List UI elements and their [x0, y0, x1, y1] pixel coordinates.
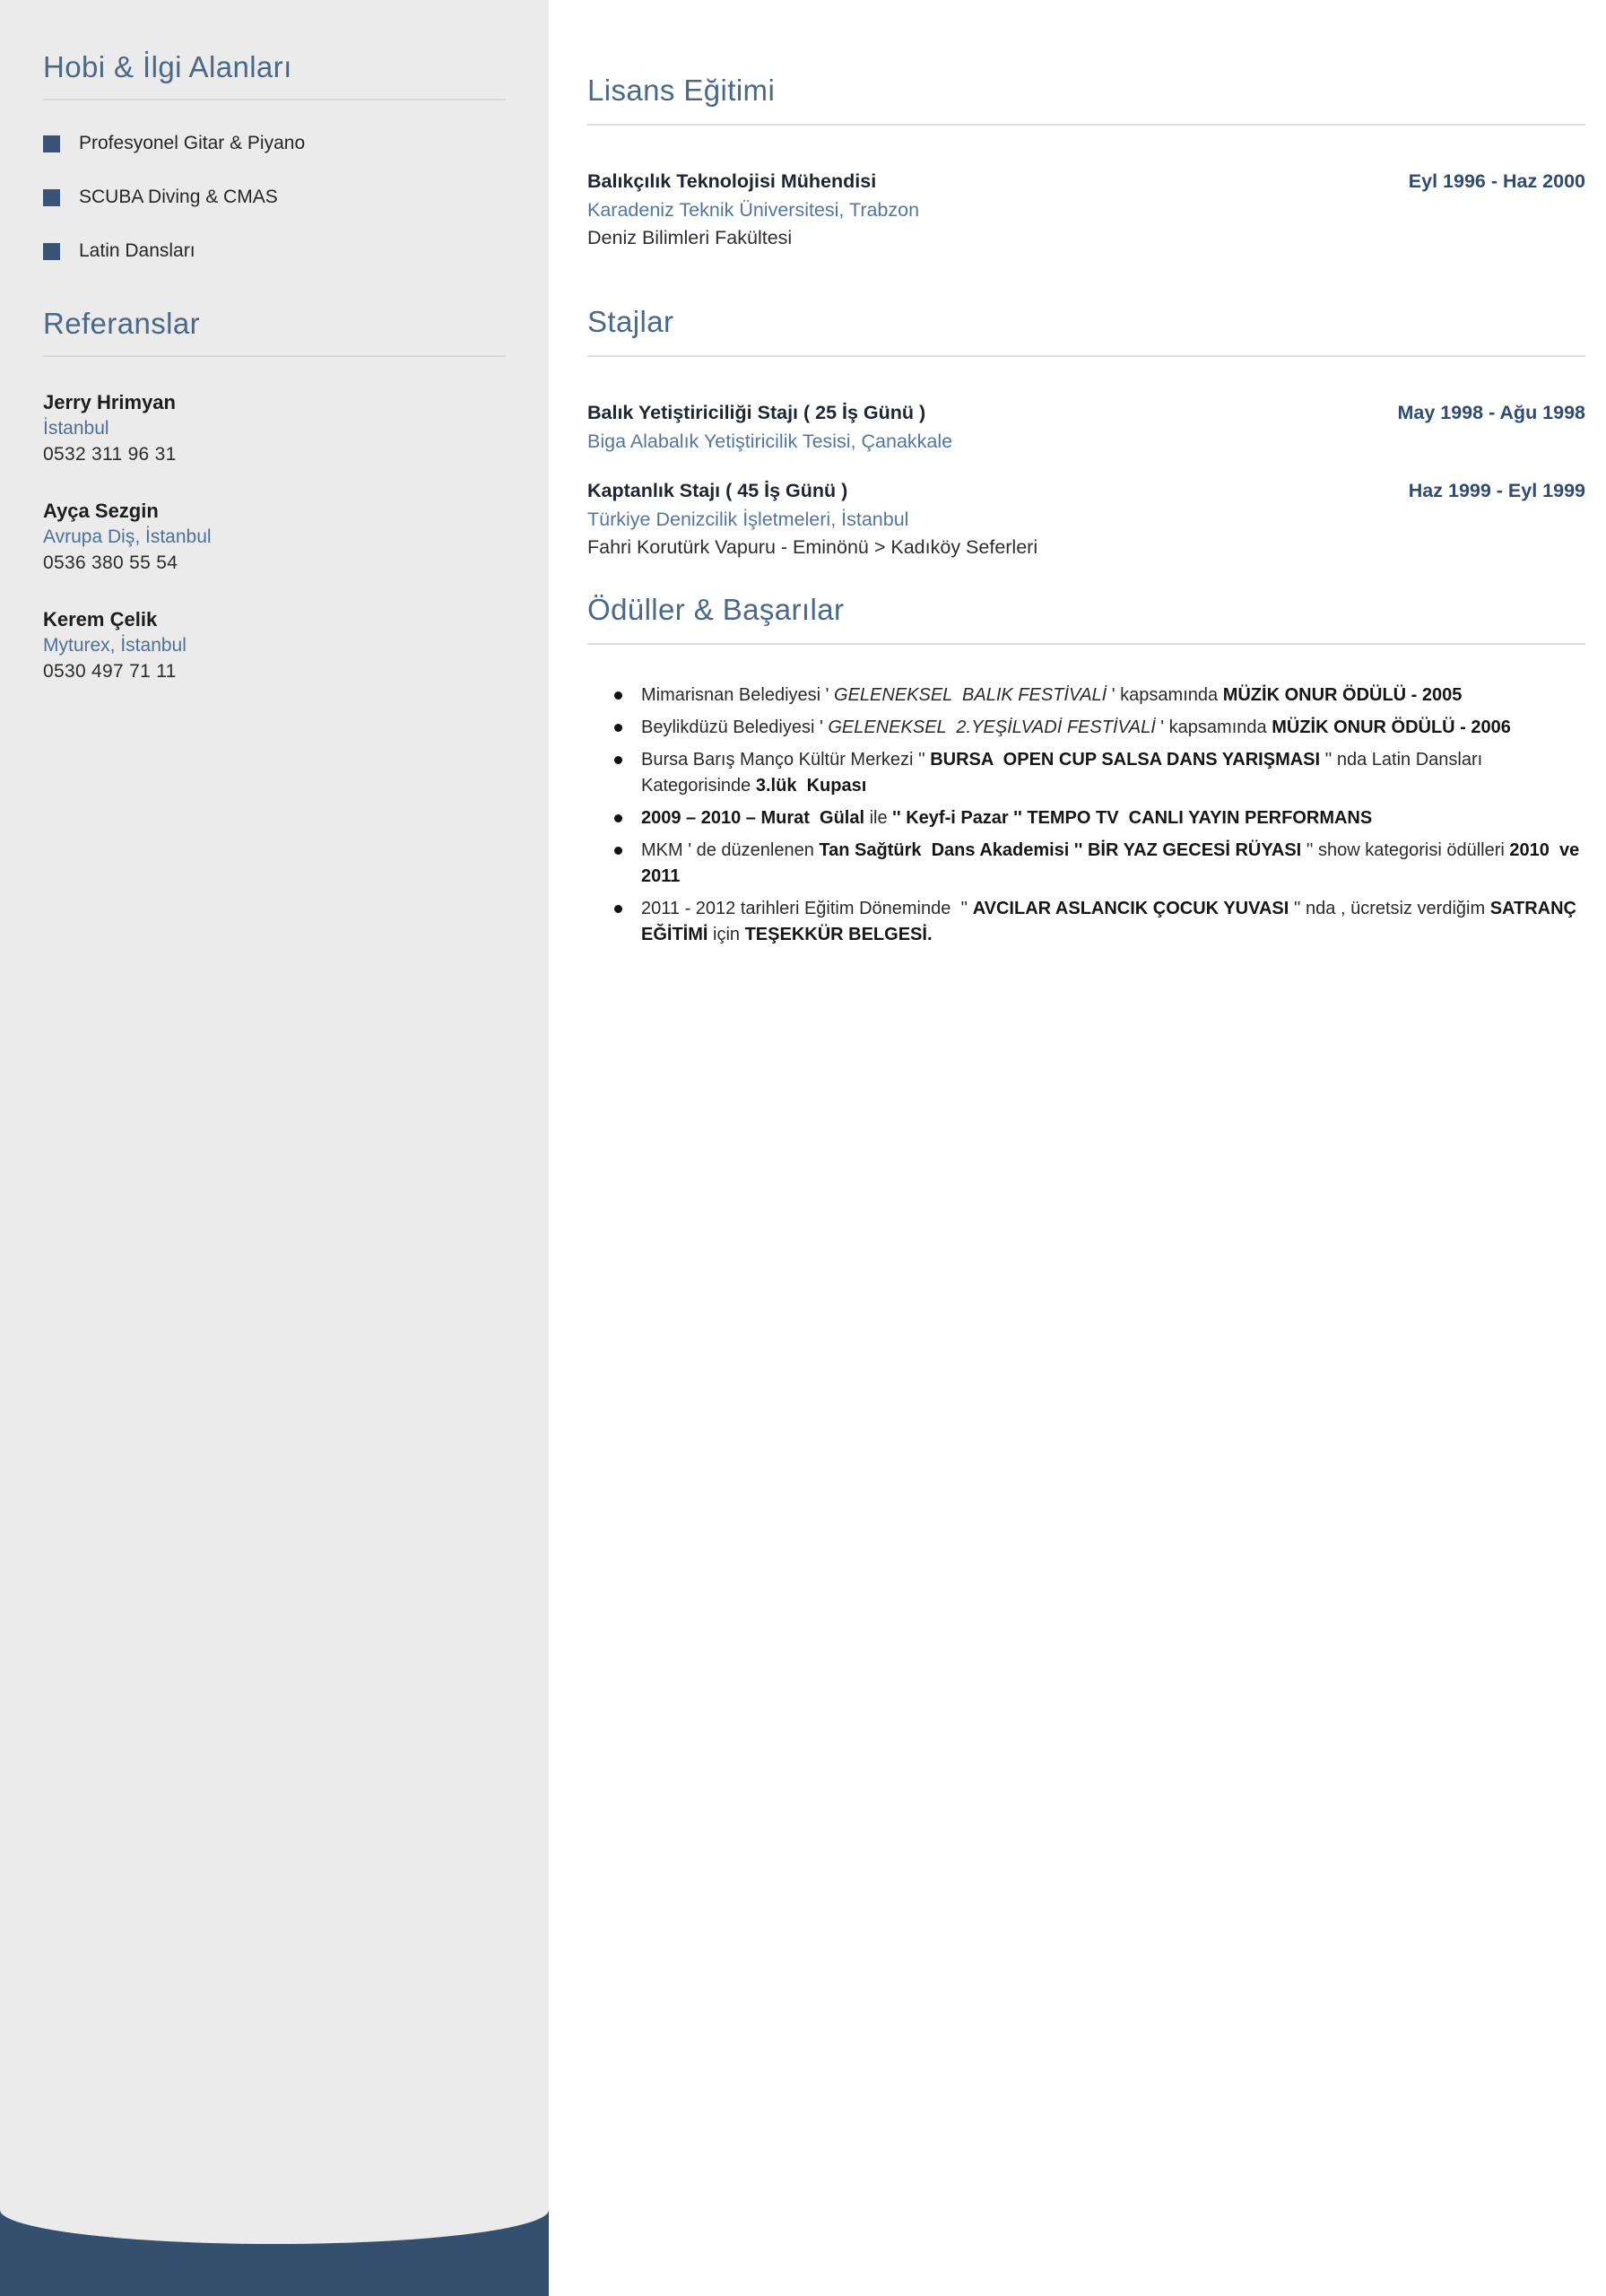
divider [43, 355, 506, 357]
award-text-segment: ' kapsamında [1155, 718, 1272, 737]
entry-dates: Eyl 1996 - Haz 2000 [1408, 170, 1585, 192]
divider [587, 355, 1585, 357]
reference-name: Ayça Sezgin [43, 500, 159, 522]
awards-heading: Ödüller & Başarılar [587, 593, 845, 626]
entry-dates: May 1998 - Ağu 1998 [1397, 402, 1585, 423]
award-text-segment: SATRANÇ EĞİTİMİ [641, 899, 1587, 944]
internships-section [587, 305, 1585, 559]
award-text-segment: 2010 ve 2011 [641, 840, 1584, 886]
award-text-segment: ' kapsamında [1107, 685, 1223, 705]
entry-detail: Fahri Korutürk Vapuru - Eminönü > Kadıköy Seferleri [587, 536, 1038, 558]
entry-detail: Deniz Bilimleri Fakültesi [587, 227, 793, 248]
entry-dates: Haz 1999 - Eyl 1999 [1408, 480, 1585, 501]
reference-name: Kerem Çelik [43, 608, 158, 631]
award-text-segment: ile [864, 808, 893, 828]
entry-header [587, 480, 1585, 502]
references-heading: Referanslar [43, 307, 200, 340]
divider [587, 643, 1585, 645]
bullet-dot-icon [614, 814, 622, 822]
hobby-item [43, 187, 506, 208]
bullet-dot-icon [614, 691, 622, 700]
divider [587, 124, 1585, 126]
award-text-segment: MKM ' de düzenlenen [641, 840, 820, 860]
hobby-label: SCUBA Diving & CMAS [79, 187, 278, 207]
hobby-label: Profesyonel Gitar & Piyano [79, 133, 306, 153]
bullet-dot-icon [614, 905, 622, 913]
award-text-segment: Mimarisnan Belediyesi ' [641, 685, 835, 705]
award-text-segment: '' nda Latin Dansları Kategorisinde [641, 750, 1488, 796]
award-text-segment: BURSA OPEN CUP SALSA DANS YARIŞMASI [930, 750, 1321, 770]
hobby-label: Latin Dansları [79, 240, 195, 261]
entry-title: Kaptanlık Stajı ( 45 İş Günü ) [587, 480, 848, 501]
reference-phone: 0532 311 96 31 [43, 444, 177, 465]
award-text-segment: '' show kategorisi ödülleri [1301, 840, 1510, 860]
entry-header [587, 170, 1585, 193]
reference-entry [43, 391, 506, 465]
award-text-segment: MÜZİK ONUR ÖDÜLÜ - 2006 [1272, 718, 1511, 737]
main-content [587, 0, 1585, 954]
education-heading: Lisans Eğitimi [587, 74, 776, 107]
entry-subtitle: Biga Alabalık Yetiştiricilik Tesisi, Çanakkale [587, 430, 953, 452]
internships-heading: Stajlar [587, 305, 674, 338]
awards-list [587, 683, 1585, 948]
entry-subtitle: Karadeniz Teknik Üniversitesi, Trabzon [587, 199, 920, 221]
award-text-segment: 2011 - 2012 tarihleri Eğitim Döneminde '' [641, 899, 973, 918]
award-item [587, 805, 1585, 831]
reference-org: Avrupa Diş, İstanbul [43, 526, 212, 547]
square-bullet-icon [43, 135, 60, 152]
hobby-list [43, 133, 506, 262]
award-text-segment: AVCILAR ASLANCIK ÇOCUK YUVASI [972, 899, 1289, 918]
reference-phone: 0536 380 55 54 [43, 552, 178, 573]
award-item [587, 747, 1585, 799]
award-text-segment: için [708, 925, 745, 944]
reference-entry [43, 500, 506, 574]
awards-section [587, 593, 1585, 948]
internship-entry [587, 480, 1585, 559]
reference-phone: 0530 497 71 11 [43, 661, 177, 682]
award-text-segment: Tan Sağtürk Dans Akademisi '' BİR YAZ GECESİ RÜYASI [819, 840, 1302, 860]
internship-entry [587, 402, 1585, 453]
award-text-segment: 2009 – 2010 – Murat Gülal [641, 808, 865, 828]
award-item [587, 715, 1585, 741]
reference-entry [43, 608, 506, 683]
entry-header [587, 402, 1585, 424]
award-text-segment: Bursa Barış Manço Kültür Merkezi '' [641, 750, 931, 770]
award-item [587, 683, 1585, 709]
entry-title: Balıkçılık Teknolojisi Mühendisi [587, 170, 877, 192]
square-bullet-icon [43, 189, 60, 206]
award-text-segment: TEŞEKKÜR BELGESİ. [744, 925, 933, 944]
divider [43, 99, 506, 100]
award-text-segment: '' Keyf-i Pazar '' TEMPO TV CANLI YAYIN PERFORMANS [892, 808, 1373, 828]
education-entry [587, 170, 1585, 249]
reference-org: Myturex, İstanbul [43, 635, 187, 656]
award-text-segment: '' nda , ücretsiz verdiğim [1289, 899, 1490, 918]
award-text-segment: Beylikdüzü Belediyesi ' [641, 718, 829, 737]
reference-org: İstanbul [43, 418, 109, 439]
award-text-segment: GELENEKSEL 2.YEŞİLVADİ FESTİVALİ [828, 718, 1156, 737]
award-text-segment: 3.lük Kupası [755, 776, 867, 796]
award-item [587, 838, 1585, 890]
hobby-item [43, 133, 506, 154]
entry-title: Balık Yetiştiriciliği Stajı ( 25 İş Günü ) [587, 402, 926, 423]
award-item [587, 896, 1585, 948]
square-bullet-icon [43, 243, 60, 260]
education-section [587, 74, 1585, 249]
bullet-dot-icon [614, 724, 622, 732]
entry-subtitle: Türkiye Denizcilik İşletmeleri, İstanbul [587, 509, 909, 530]
bullet-dot-icon [614, 756, 622, 764]
bullet-dot-icon [614, 847, 622, 855]
hobbies-heading: Hobi & İlgi Alanları [43, 50, 292, 83]
sidebar [0, 0, 549, 2296]
award-text-segment: GELENEKSEL BALIK FESTİVALİ [834, 685, 1107, 705]
reference-name: Jerry Hrimyan [43, 391, 176, 413]
sidebar-background [0, 0, 549, 2244]
hobby-item [43, 240, 506, 262]
award-text-segment: MÜZİK ONUR ÖDÜLÜ - 2005 [1222, 685, 1463, 705]
